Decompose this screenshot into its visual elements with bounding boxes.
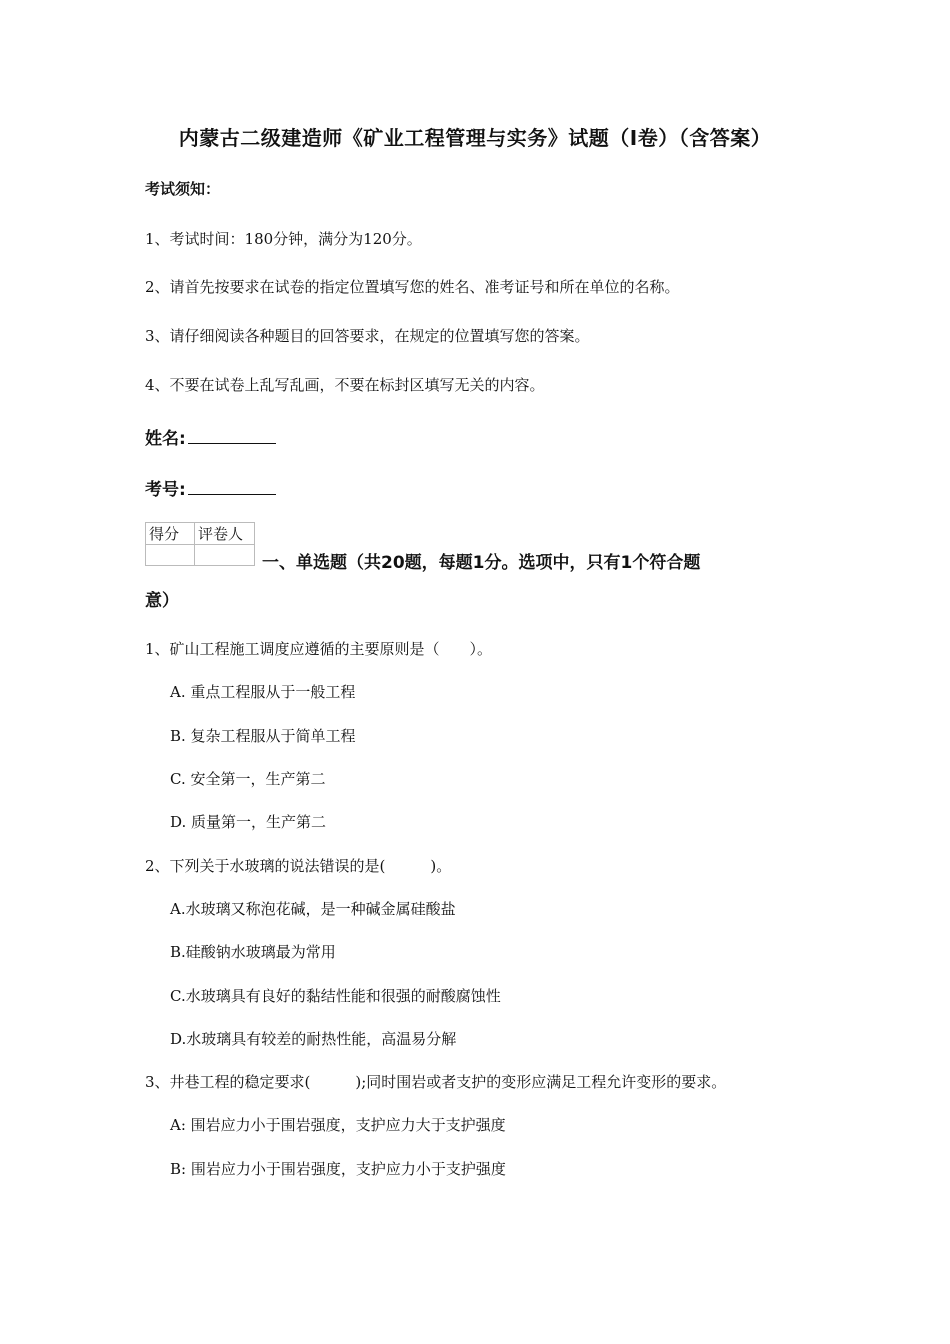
score-header: 得分 bbox=[146, 523, 195, 545]
question-option[interactable]: A: 围岩应力小于围岩强度，支护应力大于支护强度 bbox=[170, 1116, 506, 1134]
section-title-continued: 意） bbox=[145, 591, 179, 611]
score-table bbox=[145, 522, 255, 566]
question-stem: 2、下列关于水玻璃的说法错误的是( )。 bbox=[145, 857, 452, 875]
grader-cell[interactable] bbox=[195, 545, 255, 566]
question-stem: 1、矿山工程施工调度应遵循的主要原则是（ ）。 bbox=[145, 640, 493, 658]
question-option[interactable]: C.水玻璃具有良好的黏结性能和很强的耐酸腐蚀性 bbox=[170, 987, 501, 1005]
name-label: 姓名: bbox=[145, 429, 186, 449]
score-table-header-row bbox=[146, 523, 255, 545]
notice-item: 1、考试时间：180分钟，满分为120分。 bbox=[145, 230, 422, 248]
section-title: 一、单选题（共20题，每题1分。选项中，只有1个符合题 bbox=[262, 553, 701, 573]
notice-heading: 考试须知： bbox=[145, 180, 221, 198]
name-blank[interactable] bbox=[188, 429, 276, 444]
id-blank[interactable] bbox=[188, 480, 276, 495]
question-option[interactable]: C. 安全第一，生产第二 bbox=[170, 770, 326, 788]
question-option[interactable]: B: 围岩应力小于围岩强度，支护应力小于支护强度 bbox=[170, 1160, 506, 1178]
notice-item: 3、请仔细阅读各种题目的回答要求，在规定的位置填写您的答案。 bbox=[145, 327, 590, 345]
question-option[interactable]: D. 质量第一，生产第二 bbox=[170, 813, 327, 831]
score-table-input-row bbox=[146, 545, 255, 566]
question-option[interactable]: A. 重点工程服从于一般工程 bbox=[170, 683, 356, 701]
question-option[interactable]: B. 复杂工程服从于简单工程 bbox=[170, 727, 356, 745]
question-option[interactable]: A.水玻璃又称泡花碱，是一种碱金属硅酸盐 bbox=[170, 900, 456, 918]
question-option[interactable]: B.硅酸钠水玻璃最为常用 bbox=[170, 943, 336, 961]
notice-item: 4、不要在试卷上乱写乱画，不要在标封区填写无关的内容。 bbox=[145, 376, 545, 394]
score-cell[interactable] bbox=[146, 545, 195, 566]
question-option[interactable]: D.水玻璃具有较差的耐热性能，高温易分解 bbox=[170, 1030, 457, 1048]
name-field bbox=[145, 424, 276, 449]
grader-header: 评卷人 bbox=[195, 523, 255, 545]
notice-item: 2、请首先按要求在试卷的指定位置填写您的姓名、准考证号和所在单位的名称。 bbox=[145, 278, 680, 296]
id-field bbox=[145, 475, 276, 500]
id-label: 考号: bbox=[145, 480, 186, 500]
question-stem: 3、井巷工程的稳定要求( );同时围岩或者支护的变形应满足工程允许变形的要求。 bbox=[145, 1073, 727, 1091]
page-title: 内蒙古二级建造师《矿业工程管理与实务》试题（I卷）（含答案） bbox=[178, 126, 772, 150]
